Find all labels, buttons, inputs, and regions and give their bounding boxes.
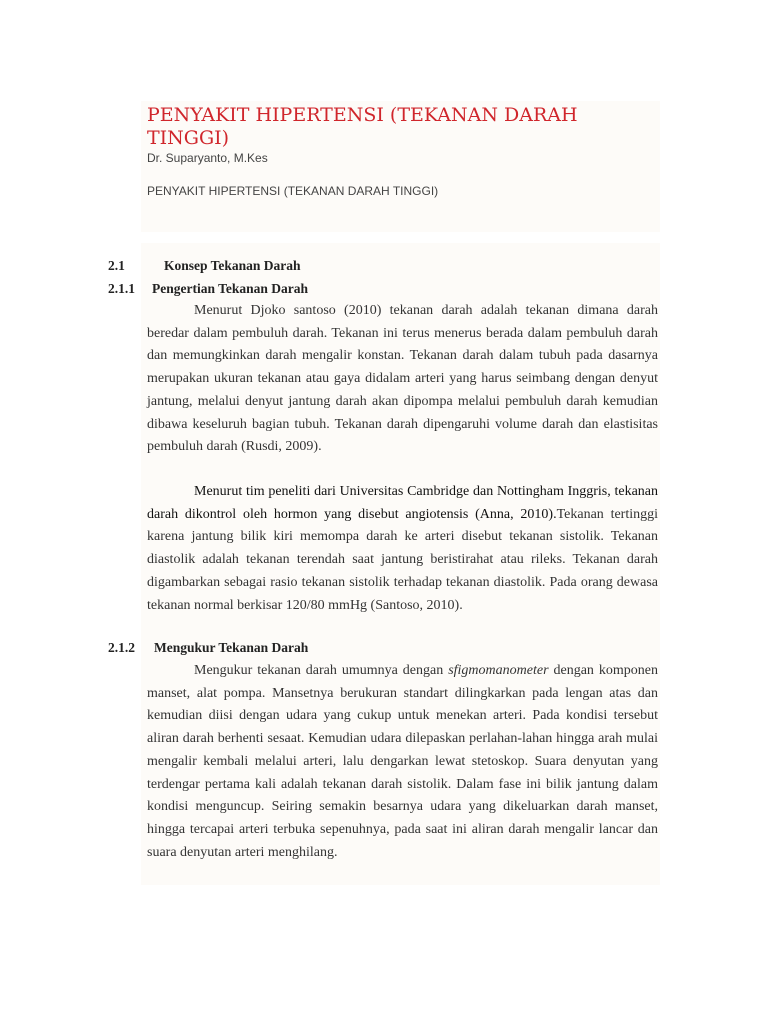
paragraph-hormone bbox=[147, 481, 658, 617]
section-title: Pengertian Tekanan Darah bbox=[152, 281, 309, 296]
paragraph-rest: Tekanan tertinggi karena jantung bilik kiri memompa darah ke arteri disebut tekanan sistolik. Tekanan diastolik adalah tekanan terendah saat jantung beristirahat atau rileks. Tekanan darah digambarkan sebagai rasio tekanan sistolik terhadap tekanan diastolik. Pada orang dewasa tekanan normal berkisar 120/80 mmHg (Santoso, 2010). bbox=[147, 506, 659, 613]
subtitle: PENYAKIT HIPERTENSI (TEKANAN DARAH TINGGI) bbox=[147, 184, 439, 198]
paragraph-part-b: dengan komponen manset, alat pompa. Mansetnya berukuran standart dilingkarkan pada lengan atas dan kemudian diisi dengan udara yang cukup untuk menekan arteri. Pada kondisi tersebut aliran darah berhenti sesaat. Kemudian udara dilepaskan perlahan-lahan hingga arah mulai mengalir kembali melalui arteri, lalu dengarkan lewat stetoskop. Suara denyutan yang terdengar pertama kali adalah tekanan darah sistolik. Dalam fase ini bilik jantung dalam kondisi menguncup. Seiring semakin besarnya udara yang dikeluarkan darah manset, hingga tercapai arteri terbuka sepenuhnya, pada saat ini aliran darah mengalir lancar dan suara denyutan arteri menghilang. bbox=[147, 663, 658, 860]
paragraph-part-a: Mengukur tekanan darah umumnya dengan bbox=[194, 663, 449, 678]
paragraph-lead: Menurut tim peneliti dari Universitas Cambridge dan Nottingham Inggris, tekanan darah dikontrol oleh hormon yang disebut angiotensis (Anna, 2010). bbox=[147, 484, 658, 522]
page-title: PENYAKIT HIPERTENSI (TEKANAN DARAH TINGGI) bbox=[147, 104, 578, 149]
section-number: 2.1 bbox=[108, 258, 125, 273]
paragraph-definition: Menurut Djoko santoso (2010) tekanan darah adalah tekanan dimana darah beredar dalam pembuluh darah. Tekanan ini terus menerus berada dalam pembuluh darah dan memungkinkan darah mengalir konstan. Tekanan darah dalam tubuh pada dasarnya merupakan ukuran tekanan atau gaya didalam arteri yang harus seimbang dengan denyut jantung, melalui denyut jantung darah akan dipompa melalui pembuluh darah kemudian dibawa keseluruh bagian tubuh. Tekanan darah dipengaruhi volume darah dan elastisitas pembuluh darah (Rusdi, 2009). bbox=[147, 303, 658, 455]
paragraph-measurement bbox=[147, 660, 658, 864]
section-heading-2-1-2 bbox=[108, 640, 308, 656]
section-title: Konsep Tekanan Darah bbox=[164, 258, 301, 273]
section-title: Mengukur Tekanan Darah bbox=[154, 640, 309, 655]
section-heading-2-1 bbox=[108, 258, 301, 274]
section-number: 2.1.1 bbox=[108, 281, 135, 296]
section-heading-2-1-1 bbox=[108, 281, 308, 297]
section-number: 2.1.2 bbox=[108, 640, 135, 655]
italic-term: sfigmomanometer bbox=[448, 663, 549, 678]
author-line: Dr. Suparyanto, M.Kes bbox=[147, 151, 268, 165]
